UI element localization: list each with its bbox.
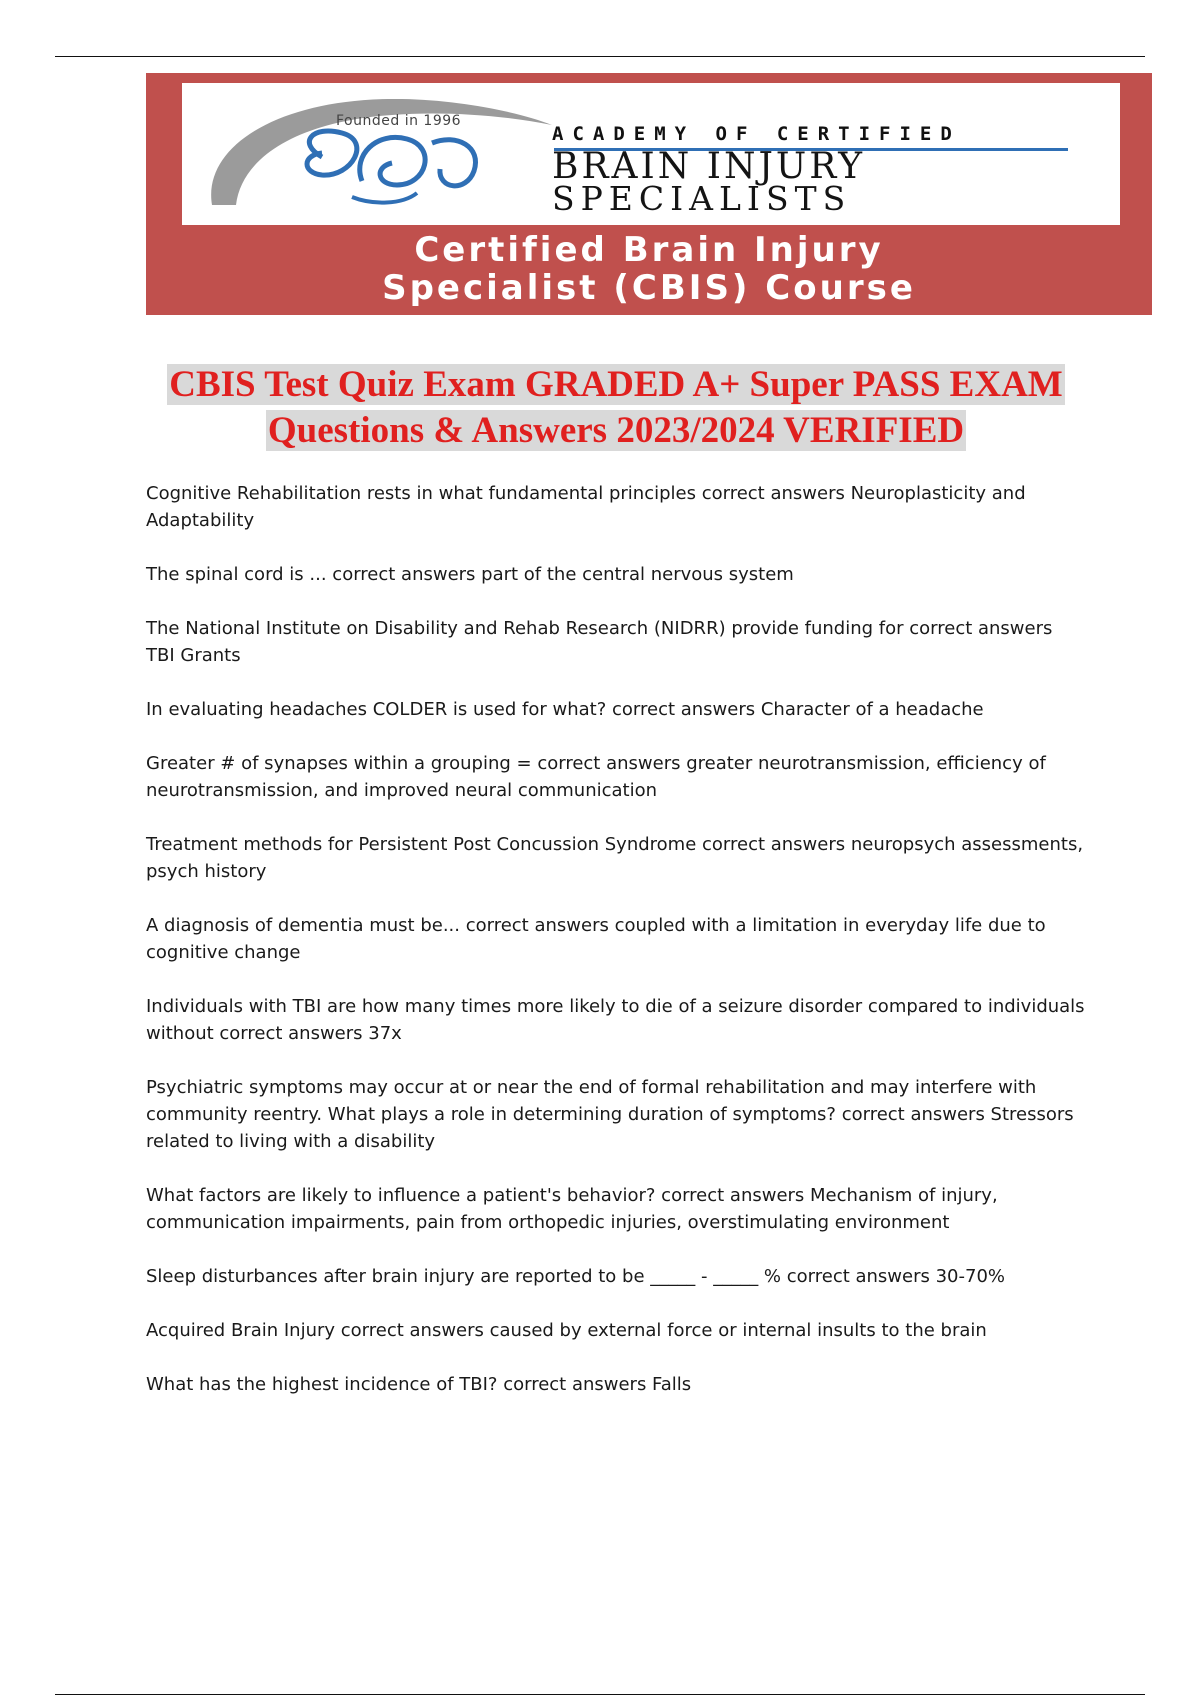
page-title-line-2: Questions & Answers 2023/2024 VERIFIED: [267, 410, 965, 451]
qa-item: A diagnosis of dementia must be... correct answers coupled with a limitation in everyday life due to cognitive change: [146, 915, 1046, 963]
top-rule: [55, 56, 1145, 57]
qa-item: Cognitive Rehabilitation rests in what fundamental principles correct answers Neuroplasticity and Adaptability: [146, 483, 1026, 531]
qa-item: Treatment methods for Persistent Post Concussion Syndrome correct answers neuropsych assessments, psych history: [146, 834, 1084, 882]
page-title: [146, 362, 1086, 454]
page-title-line-1: CBIS Test Quiz Exam GRADED A+ Super PASS EXAM: [169, 364, 1063, 405]
qa-list: [146, 480, 1086, 1425]
qa-item: Psychiatric symptoms may occur at or near the end of formal rehabilitation and may interfere with community reentry. What plays a role in determining duration of symptoms? correct answers Stressors related to living with a disability: [146, 1077, 1074, 1152]
qa-item: What has the highest incidence of TBI? correct answers Falls: [146, 1374, 692, 1395]
qa-item: In evaluating headaches COLDER is used for what? correct answers Character of a headache: [146, 699, 984, 720]
banner-title-line-2: Specialist (CBIS) Course: [382, 268, 916, 308]
qa-item: Individuals with TBI are how many times more likely to die of a seizure disorder compared to individuals without correct answers 37x: [146, 996, 1085, 1044]
brain-injury-text: BRAIN INJURY: [552, 146, 865, 187]
banner-title-line-1: Certified Brain Injury: [414, 230, 884, 270]
academy-logo: [182, 83, 1120, 225]
qa-item: The spinal cord is ... correct answers part of the central nervous system: [146, 564, 794, 585]
qa-item: Sleep disturbances after brain injury are reported to be _____ - _____ % correct answers 30-70%: [146, 1266, 1006, 1287]
bottom-rule: [55, 1694, 1145, 1695]
banner-title: [146, 231, 1152, 307]
academy-line: ACADEMY OF CERTIFIED: [552, 123, 961, 145]
specialists-text: SPECIALISTS: [552, 179, 852, 218]
qa-item: What factors are likely to influence a patient's behavior? correct answers Mechanism of injury, communication impairments, pain from orthopedic injuries, overstimulating environment: [146, 1185, 998, 1233]
qa-item: Acquired Brain Injury correct answers caused by external force or internal insults to the brain: [146, 1320, 987, 1341]
qa-item: The National Institute on Disability and Rehab Research (NIDRR) provide funding for correct answers TBI Grants: [146, 618, 1053, 666]
course-banner: [146, 73, 1152, 315]
qa-item: Greater # of synapses within a grouping = correct answers greater neurotransmission, efficiency of neurotransmission, and improved neural communication: [146, 753, 1046, 801]
founded-text: Founded in 1996: [336, 113, 462, 129]
brain-logo-icon: [202, 85, 562, 225]
